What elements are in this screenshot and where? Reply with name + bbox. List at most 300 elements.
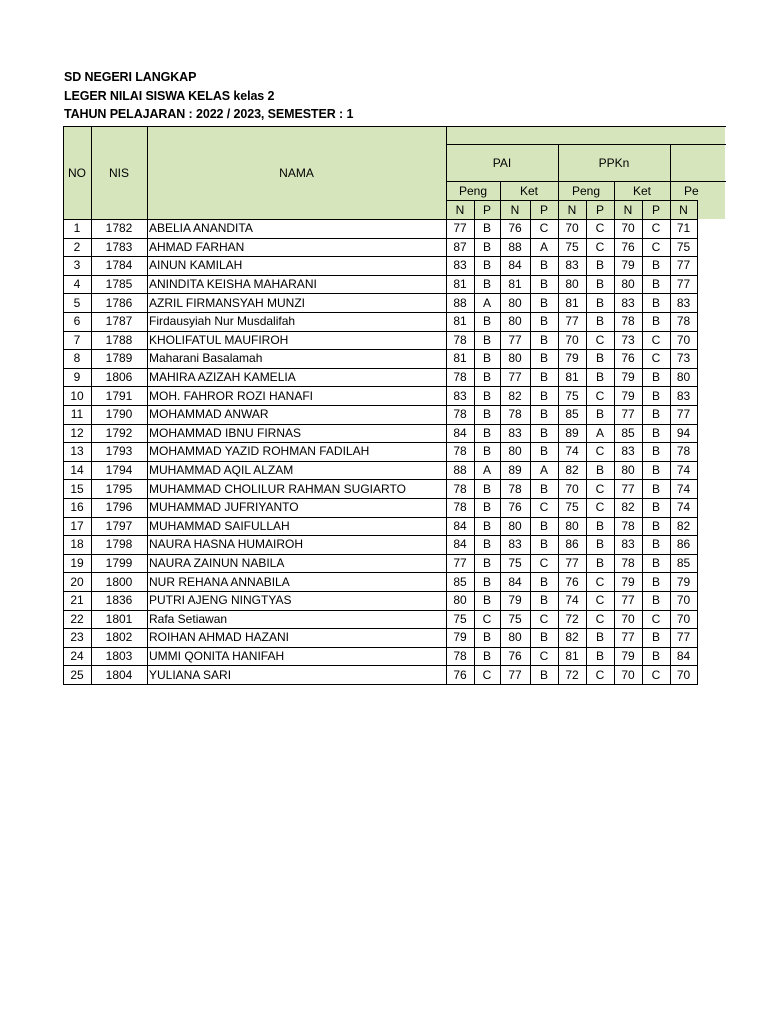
grade-cell: 77 bbox=[621, 481, 635, 496]
grade-cell: C bbox=[595, 611, 605, 626]
grid-line bbox=[586, 200, 587, 685]
grade-cell: 84 bbox=[508, 574, 522, 589]
np-header: N bbox=[623, 202, 633, 217]
grade-cell: 70 bbox=[565, 332, 579, 347]
grade-cell: B bbox=[482, 314, 491, 329]
grade-cell: 87 bbox=[453, 239, 467, 254]
grid-line bbox=[63, 293, 698, 294]
student-nis: 1792 bbox=[105, 425, 133, 440]
row-number: 11 bbox=[70, 407, 84, 422]
row-number: 10 bbox=[70, 388, 84, 403]
grade-cell: C bbox=[595, 574, 605, 589]
grade-cell: 76 bbox=[565, 574, 579, 589]
grid-line bbox=[63, 684, 698, 685]
student-name: UMMI QONITA HANIFAH bbox=[149, 649, 285, 664]
grade-cell: B bbox=[482, 332, 491, 347]
grade-cell: 78 bbox=[621, 556, 635, 571]
student-nis: 1785 bbox=[105, 277, 133, 292]
grade-cell: C bbox=[595, 667, 605, 682]
grade-cell: B bbox=[595, 463, 604, 478]
grade-cell: 77 bbox=[621, 593, 635, 608]
np-header: P bbox=[651, 202, 660, 217]
grade-cell: 71 bbox=[676, 221, 691, 236]
grade-cell: B bbox=[482, 425, 491, 440]
subgroup-header: Ket bbox=[519, 183, 538, 198]
grade-cell: 75 bbox=[508, 556, 522, 571]
grade-cell: B bbox=[651, 500, 660, 515]
grade-cell: B bbox=[595, 314, 604, 329]
grade-cell: 83 bbox=[508, 425, 522, 440]
grade-cell: B bbox=[482, 537, 491, 552]
grade-cell: 83 bbox=[621, 444, 635, 459]
grade-cell: 84 bbox=[453, 518, 467, 533]
grade-cell: 85 bbox=[453, 574, 467, 589]
grade-cell: C bbox=[595, 239, 605, 254]
grid-line bbox=[63, 591, 698, 592]
grade-cell: 80 bbox=[508, 295, 522, 310]
grade-cell: B bbox=[651, 574, 660, 589]
grade-cell: C bbox=[539, 649, 549, 664]
grade-cell: B bbox=[539, 518, 548, 533]
student-name: YULIANA SARI bbox=[149, 667, 232, 682]
grade-cell: B bbox=[595, 295, 604, 310]
row-number: 14 bbox=[70, 463, 84, 478]
row-number: 1 bbox=[73, 221, 81, 236]
grade-cell: 77 bbox=[621, 407, 635, 422]
grade-cell: B bbox=[651, 314, 660, 329]
grade-cell: 79 bbox=[621, 258, 635, 273]
grid-line bbox=[446, 200, 698, 201]
grade-cell: 70 bbox=[676, 611, 691, 626]
grade-cell: 77 bbox=[508, 332, 522, 347]
grade-cell: B bbox=[651, 388, 660, 403]
grade-cell: 78 bbox=[453, 444, 467, 459]
student-nis: 1787 bbox=[105, 314, 133, 329]
grid-line bbox=[697, 200, 698, 685]
student-name: MUHAMMAD SAIFULLAH bbox=[149, 518, 290, 533]
row-number: 22 bbox=[70, 611, 84, 626]
grade-cell: 83 bbox=[621, 537, 635, 552]
grade-cell: 78 bbox=[508, 481, 522, 496]
grade-cell: B bbox=[539, 481, 548, 496]
student-name: ROIHAN AHMAD HAZANI bbox=[149, 630, 290, 645]
grade-cell: B bbox=[595, 370, 604, 385]
student-name: NAURA ZAINUN NABILA bbox=[149, 556, 285, 571]
student-nis: 1799 bbox=[105, 556, 133, 571]
grade-cell: 78 bbox=[453, 649, 467, 664]
grade-cell: 94 bbox=[676, 425, 691, 440]
np-header: N bbox=[567, 202, 577, 217]
np-header: N bbox=[679, 202, 688, 217]
np-header: P bbox=[482, 202, 491, 217]
grid-line bbox=[474, 200, 475, 685]
grade-cell: B bbox=[482, 593, 491, 608]
row-number: 24 bbox=[70, 649, 84, 664]
grade-cell: 77 bbox=[621, 630, 635, 645]
student-name: ABELIA ANANDITA bbox=[149, 221, 253, 236]
grade-cell: C bbox=[539, 611, 549, 626]
student-name: MOHAMMAD IBNU FIRNAS bbox=[149, 425, 302, 440]
col-header-nama: NAMA bbox=[279, 165, 314, 180]
row-number: 5 bbox=[73, 295, 81, 310]
grade-cell: 74 bbox=[565, 444, 579, 459]
grid-line bbox=[642, 200, 643, 685]
grade-cell: B bbox=[651, 649, 660, 664]
grid-line bbox=[670, 144, 671, 685]
grade-cell: 81 bbox=[453, 277, 467, 292]
grade-cell: 78 bbox=[676, 444, 691, 459]
grade-cell: 80 bbox=[621, 463, 635, 478]
grid-line bbox=[63, 517, 698, 518]
grade-cell: 80 bbox=[508, 314, 522, 329]
grid-line bbox=[63, 368, 698, 369]
grade-cell: 89 bbox=[565, 425, 579, 440]
student-nis: 1801 bbox=[105, 611, 133, 626]
np-header: P bbox=[539, 202, 548, 217]
grade-cell: C bbox=[482, 611, 492, 626]
grade-cell: 70 bbox=[565, 481, 579, 496]
grade-cell: 70 bbox=[621, 221, 635, 236]
grade-cell: 77 bbox=[565, 314, 579, 329]
grade-cell: 76 bbox=[453, 667, 467, 682]
grade-cell: C bbox=[651, 239, 661, 254]
grade-cell: B bbox=[595, 537, 604, 552]
grade-cell: A bbox=[539, 239, 548, 254]
grade-cell: A bbox=[539, 463, 548, 478]
grade-cell: 76 bbox=[621, 239, 635, 254]
grade-cell: 82 bbox=[565, 463, 579, 478]
student-name: AZRIL FIRMANSYAH MUNZI bbox=[149, 295, 306, 310]
grade-cell: 79 bbox=[621, 388, 635, 403]
grade-cell: B bbox=[595, 518, 604, 533]
grade-cell: 77 bbox=[676, 407, 691, 422]
grade-cell: C bbox=[482, 667, 492, 682]
grade-cell: 78 bbox=[508, 407, 522, 422]
grid-line bbox=[63, 349, 698, 350]
student-nis: 1784 bbox=[105, 258, 133, 273]
grade-cell: B bbox=[651, 630, 660, 645]
grade-cell: 77 bbox=[676, 258, 691, 273]
grade-cell: B bbox=[651, 370, 660, 385]
grade-cell: 73 bbox=[621, 332, 635, 347]
grade-cell: 76 bbox=[508, 649, 522, 664]
subject-header-ppkn: PPKn bbox=[598, 155, 630, 170]
student-nis: 1836 bbox=[105, 593, 133, 608]
grid-line bbox=[63, 256, 698, 257]
grid-line bbox=[63, 238, 698, 239]
grid-line bbox=[614, 181, 615, 685]
grade-cell: 76 bbox=[508, 221, 522, 236]
grade-cell: B bbox=[651, 407, 660, 422]
grid-line bbox=[63, 312, 698, 313]
grade-cell: B bbox=[482, 556, 491, 571]
grade-cell: B bbox=[539, 277, 548, 292]
grade-cell: 74 bbox=[676, 500, 691, 515]
grade-cell: 88 bbox=[453, 295, 467, 310]
grade-cell: 83 bbox=[565, 258, 579, 273]
grade-cell: 79 bbox=[621, 574, 635, 589]
grade-cell: 77 bbox=[676, 277, 691, 292]
grade-cell: B bbox=[651, 425, 660, 440]
grade-cell: B bbox=[539, 425, 548, 440]
student-nis: 1806 bbox=[105, 370, 133, 385]
grade-cell: 76 bbox=[621, 351, 635, 366]
grade-cell: 72 bbox=[565, 667, 579, 682]
grade-cell: C bbox=[651, 332, 661, 347]
student-nis: 1786 bbox=[105, 295, 133, 310]
grade-cell: B bbox=[595, 351, 604, 366]
col-header-nis: NIS bbox=[108, 165, 129, 180]
grade-cell: 85 bbox=[621, 425, 635, 440]
grade-cell: 81 bbox=[453, 314, 467, 329]
grade-cell: 80 bbox=[621, 277, 635, 292]
student-nis: 1783 bbox=[105, 239, 133, 254]
grid-line bbox=[147, 126, 148, 685]
grade-cell: 70 bbox=[621, 611, 635, 626]
grade-cell: C bbox=[651, 667, 661, 682]
row-number: 21 bbox=[70, 593, 84, 608]
grade-cell: B bbox=[539, 370, 548, 385]
grade-cell: 78 bbox=[621, 314, 635, 329]
grade-cell: C bbox=[595, 481, 605, 496]
student-name: NAURA HASNA HUMAIROH bbox=[149, 537, 304, 552]
leger-title: LEGER NILAI SISWA KELAS kelas 2 bbox=[64, 89, 275, 103]
np-header: P bbox=[595, 202, 604, 217]
grade-cell: B bbox=[539, 444, 548, 459]
grade-cell: C bbox=[595, 500, 605, 515]
row-number: 12 bbox=[70, 425, 84, 440]
grade-cell: 77 bbox=[453, 221, 467, 236]
grade-cell: 70 bbox=[676, 332, 691, 347]
student-name: MUHAMMAD CHOLILUR RAHMAN SUGIARTO bbox=[149, 481, 406, 496]
grade-cell: 83 bbox=[676, 388, 691, 403]
grade-cell: B bbox=[539, 258, 548, 273]
grade-cell: 80 bbox=[508, 351, 522, 366]
school-name: SD NEGERI LANGKAP bbox=[64, 70, 197, 84]
grade-cell: C bbox=[595, 444, 605, 459]
grade-cell: 82 bbox=[508, 388, 522, 403]
student-nis: 1795 bbox=[105, 481, 133, 496]
grid-line bbox=[558, 144, 559, 685]
grade-cell: B bbox=[651, 444, 660, 459]
grade-cell: C bbox=[595, 221, 605, 236]
grade-cell: 70 bbox=[676, 667, 691, 682]
row-number: 18 bbox=[70, 537, 84, 552]
grid-line bbox=[63, 386, 698, 387]
grid-line bbox=[91, 126, 92, 685]
grade-cell: 75 bbox=[565, 388, 579, 403]
row-number: 6 bbox=[73, 314, 81, 329]
grade-cell: 83 bbox=[621, 295, 635, 310]
grade-cell: C bbox=[539, 221, 549, 236]
grade-cell: 77 bbox=[508, 370, 522, 385]
grade-cell: B bbox=[482, 444, 491, 459]
grade-cell: B bbox=[482, 649, 491, 664]
grade-cell: 82 bbox=[565, 630, 579, 645]
student-nis: 1803 bbox=[105, 649, 133, 664]
grade-cell: B bbox=[595, 258, 604, 273]
grade-cell: 80 bbox=[508, 518, 522, 533]
grade-cell: 78 bbox=[453, 481, 467, 496]
grade-cell: B bbox=[539, 630, 548, 645]
row-number: 4 bbox=[73, 277, 81, 292]
grade-cell: 78 bbox=[453, 370, 467, 385]
grade-cell: 77 bbox=[453, 556, 467, 571]
grade-cell: 83 bbox=[508, 537, 522, 552]
row-number: 23 bbox=[70, 630, 84, 645]
grid-line bbox=[63, 442, 698, 443]
grade-cell: C bbox=[651, 221, 661, 236]
grade-cell: 88 bbox=[508, 239, 522, 254]
subgroup-header: Peng bbox=[458, 183, 488, 198]
grid-line bbox=[63, 275, 698, 276]
grid-line bbox=[63, 126, 64, 685]
grid-line bbox=[63, 461, 698, 462]
grade-cell: 77 bbox=[508, 667, 522, 682]
grade-cell: B bbox=[651, 277, 660, 292]
student-name: AHMAD FARHAN bbox=[149, 239, 245, 254]
grid-line bbox=[63, 126, 447, 127]
grade-cell: 80 bbox=[565, 277, 579, 292]
row-number: 2 bbox=[73, 239, 81, 254]
grid-line bbox=[63, 535, 698, 536]
grade-cell: 84 bbox=[453, 425, 467, 440]
grade-cell: B bbox=[651, 258, 660, 273]
grade-cell: B bbox=[482, 277, 491, 292]
grade-cell: B bbox=[539, 388, 548, 403]
row-number: 17 bbox=[70, 518, 84, 533]
grade-cell: 74 bbox=[676, 481, 691, 496]
grade-cell: 78 bbox=[621, 518, 635, 533]
grade-cell: 80 bbox=[565, 518, 579, 533]
grade-cell: 72 bbox=[565, 611, 579, 626]
grade-cell: B bbox=[651, 463, 660, 478]
student-nis: 1796 bbox=[105, 500, 133, 515]
grade-cell: 70 bbox=[676, 593, 691, 608]
subgroup-header: Pe bbox=[684, 183, 699, 198]
row-number: 20 bbox=[70, 574, 84, 589]
student-nis: 1782 bbox=[105, 221, 133, 236]
grade-cell: C bbox=[539, 556, 549, 571]
grade-cell: B bbox=[482, 630, 491, 645]
grade-cell: B bbox=[482, 221, 491, 236]
grade-cell: B bbox=[651, 537, 660, 552]
grade-cell: B bbox=[651, 556, 660, 571]
grade-cell: 78 bbox=[676, 314, 691, 329]
grade-cell: B bbox=[482, 407, 491, 422]
grade-cell: 83 bbox=[453, 258, 467, 273]
np-header: N bbox=[510, 202, 520, 217]
grade-cell: B bbox=[595, 556, 604, 571]
grade-cell: 81 bbox=[453, 351, 467, 366]
grade-cell: 81 bbox=[565, 295, 579, 310]
student-name: AINUN KAMILAH bbox=[149, 258, 243, 273]
row-number: 9 bbox=[73, 370, 81, 385]
student-name: MOHAMMAD YAZID ROHMAN FADILAH bbox=[149, 444, 370, 459]
grade-cell: 85 bbox=[565, 407, 579, 422]
grade-cell: 81 bbox=[565, 370, 579, 385]
row-number: 15 bbox=[70, 481, 84, 496]
grade-cell: A bbox=[595, 425, 604, 440]
grade-cell: B bbox=[539, 574, 548, 589]
grade-cell: 79 bbox=[621, 370, 635, 385]
grade-cell: 78 bbox=[453, 500, 467, 515]
grade-cell: 73 bbox=[676, 351, 691, 366]
grade-cell: B bbox=[482, 388, 491, 403]
grade-cell: 79 bbox=[453, 630, 467, 645]
row-number: 25 bbox=[70, 667, 84, 682]
grade-cell: 70 bbox=[621, 667, 635, 682]
grade-cell: 75 bbox=[565, 500, 579, 515]
grid-line bbox=[500, 181, 501, 685]
grade-cell: 82 bbox=[621, 500, 635, 515]
subject-header-pai: PAI bbox=[492, 155, 512, 170]
grade-cell: 79 bbox=[676, 574, 691, 589]
grade-cell: 75 bbox=[565, 239, 579, 254]
grade-cell: B bbox=[651, 593, 660, 608]
grade-cell: B bbox=[651, 481, 660, 496]
grade-cell: B bbox=[539, 593, 548, 608]
grade-cell: 84 bbox=[676, 649, 691, 664]
grade-cell: B bbox=[595, 407, 604, 422]
grade-cell: 77 bbox=[676, 630, 691, 645]
grade-cell: C bbox=[595, 332, 605, 347]
grade-cell: 85 bbox=[676, 556, 691, 571]
grid-line bbox=[63, 479, 698, 480]
grade-cell: A bbox=[482, 295, 491, 310]
grade-cell: 75 bbox=[676, 239, 691, 254]
student-name: NUR REHANA ANNABILA bbox=[149, 574, 290, 589]
grade-cell: 86 bbox=[676, 537, 691, 552]
grade-cell: 84 bbox=[453, 537, 467, 552]
grade-cell: B bbox=[539, 295, 548, 310]
grid-line bbox=[446, 126, 726, 127]
grade-cell: 84 bbox=[508, 258, 522, 273]
grade-cell: B bbox=[482, 481, 491, 496]
grid-line bbox=[63, 665, 698, 666]
student-nis: 1790 bbox=[105, 407, 133, 422]
grid-line bbox=[63, 405, 698, 406]
grade-cell: 75 bbox=[508, 611, 522, 626]
grid-line bbox=[63, 628, 698, 629]
grid-line bbox=[63, 219, 698, 220]
student-nis: 1791 bbox=[105, 388, 133, 403]
grade-cell: 86 bbox=[565, 537, 579, 552]
grade-cell: B bbox=[539, 667, 548, 682]
grade-cell: C bbox=[595, 388, 605, 403]
student-nis: 1793 bbox=[105, 444, 133, 459]
grade-cell: 83 bbox=[676, 295, 691, 310]
student-name: MAHIRA AZIZAH KAMELIA bbox=[149, 370, 296, 385]
student-name: KHOLIFATUL MAUFIROH bbox=[149, 332, 289, 347]
grade-cell: 80 bbox=[508, 444, 522, 459]
grade-cell: 79 bbox=[508, 593, 522, 608]
student-nis: 1794 bbox=[105, 463, 133, 478]
grade-cell: A bbox=[482, 463, 491, 478]
grid-line bbox=[63, 498, 698, 499]
grade-cell: 83 bbox=[453, 388, 467, 403]
academic-year: TAHUN PELAJARAN : 2022 / 2023, SEMESTER : 1 bbox=[64, 107, 354, 121]
grade-cell: B bbox=[482, 351, 491, 366]
student-name: MOH. FAHROR ROZI HANAFI bbox=[149, 388, 314, 403]
grid-line bbox=[446, 126, 447, 685]
grade-cell: 74 bbox=[565, 593, 579, 608]
grade-cell: B bbox=[651, 518, 660, 533]
col-header-no: NO bbox=[68, 165, 86, 180]
grade-cell: 78 bbox=[453, 407, 467, 422]
student-nis: 1804 bbox=[105, 667, 133, 682]
student-name: MUHAMMAD JUFRIYANTO bbox=[149, 500, 299, 515]
